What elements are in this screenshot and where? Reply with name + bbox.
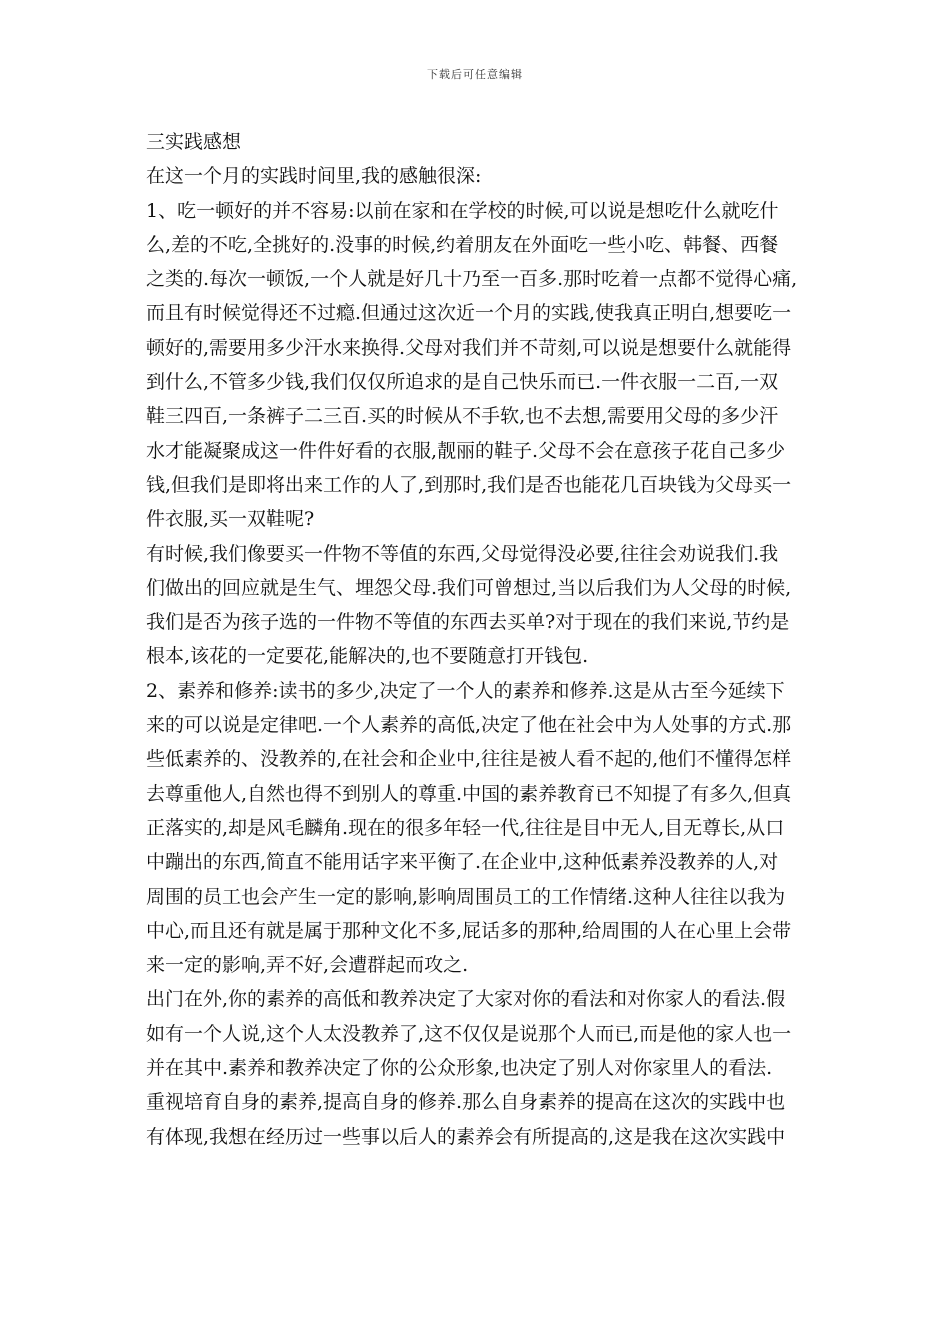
text-line: 周围的员工也会产生一定的影响,影响周围员工的工作情绪.这种人往往以我为 [146,885,786,908]
text-line: 根本,该花的一定要花,能解决的,也不要随意打开钱包. [146,645,589,668]
document-body [146,125,814,1154]
page-header: 下载后可任意编辑 [427,68,523,81]
text-line: 正落实的,却是风毛麟角.现在的很多年轻一代,往往是目中无人,目无尊长,从口 [146,816,785,839]
text-line: 中心,而且还有就是属于那种文化不多,屁话多的那种,给周围的人在心里上会带 [146,919,792,942]
text-line: 重视培育自身的素养,提高自身的修养.那么自身素养的提高在这次的实践中也 [146,1091,786,1114]
text-line: 钱,但我们是即将出来工作的人了,到那时,我们是否也能花几百块钱为父母买一 [146,473,792,496]
text-line: 在这一个月的实践时间里,我的感触很深: [146,165,482,188]
text-line: 并在其中.素养和教养决定了你的公众形象,也决定了别人对你家里人的看法. [146,1057,773,1080]
text-line: 们做出的回应就是生气、埋怨父母.我们可曾想过,当以后我们为人父母的时候, [146,576,792,599]
text-line: 鞋三四百,一条裤子二三百.买的时候从不手软,也不去想,需要用父母的多少汗 [146,405,779,428]
text-line: 1、吃一顿好的并不容易:以前在家和在学校的时候,可以说是想吃什么就吃什 [146,199,779,222]
text-line: 如有一个人说,这个人太没教养了,这不仅仅是说那个人而已,而是他的家人也一 [146,1022,792,1045]
text-line: 有时候,我们像要买一件物不等值的东西,父母觉得没必要,往往会劝说我们.我 [146,542,779,565]
text-line: 来一定的影响,弄不好,会遭群起而攻之. [146,954,469,977]
text-line: 而且有时候觉得还不过瘾.但通过这次近一个月的实践,使我真正明白,想要吃一 [146,302,792,325]
text-line: 有体现,我想在经历过一些事以后人的素养会有所提高的,这是我在这次实践中 [146,1125,786,1148]
text-line: 来的可以说是定律吧.一个人素养的高低,决定了他在社会中为人处事的方式.那 [146,714,792,737]
text-line: 之类的.每次一顿饭,一个人就是好几十乃至一百多.那时吃着一点都不觉得心痛, [146,268,798,291]
text-line: 出门在外,你的素养的高低和教养决定了大家对你的看法和对你家人的看法.假 [146,988,786,1011]
text-line: 到什么,不管多少钱,我们仅仅所追求的是自己快乐而已.一件衣服一二百,一双 [146,371,779,394]
text-line: 中蹦出的东西,简直不能用话字来平衡了.在企业中,这种低素养没教养的人,对 [146,851,779,874]
text-line: 顿好的,需要用多少汗水来换得.父母对我们并不苛刻,可以说是想要什么就能得 [146,336,792,359]
text-line: 三实践感想 [146,131,242,153]
text-line: 么,差的不吃,全挑好的.没事的时候,约着朋友在外面吃一些小吃、韩餐、西餐 [146,233,779,256]
text-line: 水才能凝聚成这一件件好看的衣服,靓丽的鞋子.父母不会在意孩子花自己多少 [146,439,786,462]
text-line: 我们是否为孩子选的一件物不等值的东西去买单?对于现在的我们来说,节约是 [146,611,790,634]
text-line: 件衣服,买一双鞋呢? [146,508,315,531]
text-line: 2、素养和修养:读书的多少,决定了一个人的素养和修养.这是从古至今延续下 [146,679,785,702]
text-line: 去尊重他人,自然也得不到别人的尊重.中国的素养教育已不知提了有多久,但真 [146,782,792,805]
text-line: 些低素养的、没教养的,在社会和企业中,往往是被人看不起的,他们不懂得怎样 [146,748,792,771]
